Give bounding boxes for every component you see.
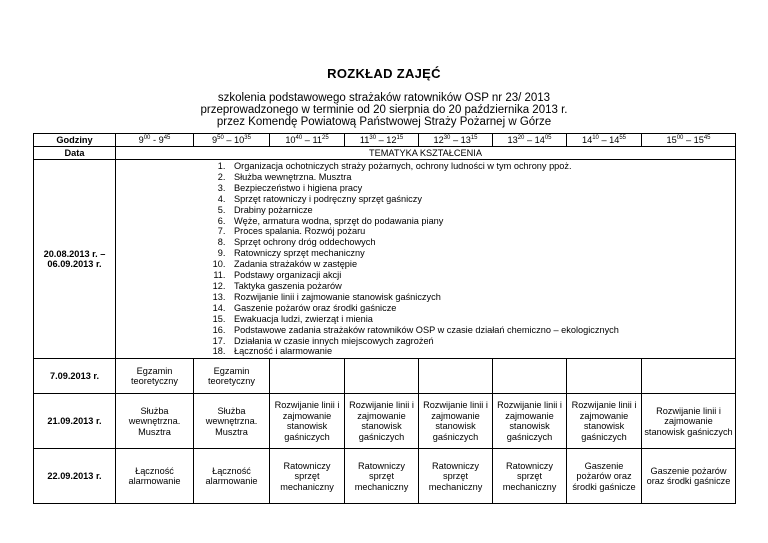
table-cell: Egzamin teoretyczny: [194, 359, 270, 394]
table-cell: Ratowniczy sprzęt mechaniczny: [270, 449, 345, 504]
table-cell: [493, 359, 567, 394]
table-row: [34, 359, 736, 394]
table-cell: [270, 359, 345, 394]
table-row: [34, 394, 736, 449]
list-item: 4. Sprzęt ratowniczy i podręczny sprzęt gaśniczy: [228, 194, 735, 205]
table-cell: Łączność alarmowanie: [194, 449, 270, 504]
topics-heading: TEMATYKA KSZTAŁCENIA: [116, 147, 736, 160]
table-cell: Egzamin teoretyczny: [116, 359, 194, 394]
time-slot: $11^{30} - 12^{15}$: [345, 134, 419, 147]
hours-label: Godziny: [34, 134, 116, 147]
table-cell: Rozwijanie linii i zajmowanie stanowisk gaśniczych: [345, 394, 419, 449]
table-cell: Rozwijanie linii i zajmowanie stanowisk gaśniczych: [642, 394, 736, 449]
header-row-2: [34, 147, 736, 160]
table-cell: [419, 359, 493, 394]
list-item: 1. Organizacja ochotniczych straży pożarnych, ochrony ludności w tym ochrony ppoż.: [228, 161, 735, 172]
table-cell: Ratowniczy sprzęt mechaniczny: [345, 449, 419, 504]
list-item: 17. Działania w czasie innych miejscowych zagrożeń: [228, 336, 735, 347]
table-cell: Łączność alarmowanie: [116, 449, 194, 504]
schedule-table: [33, 133, 736, 504]
subtitle-line-1: szkolenia podstawowego strażaków ratowników OSP nr 23/ 2013: [217, 92, 551, 104]
subtitle-line-2: przeprowadzonego w terminie od 20 sierpnia do 20 października 2013 r.: [200, 104, 568, 116]
topics-list: [116, 161, 735, 357]
table-cell: Rozwijanie linii i zajmowanie stanowisk gaśniczych: [567, 394, 642, 449]
time-slot: $9^{50} - 10^{35}$: [194, 134, 270, 147]
row-date: 21.09.2013 r.: [34, 394, 116, 449]
list-item: 6. Węże, armatura wodna, sprzęt do podawania piany: [228, 216, 735, 227]
list-item: 14. Gaszenie pożarów oraz środki gaśnicze: [228, 303, 735, 314]
table-cell: [642, 359, 736, 394]
time-slot: $9^{00} - 9^{45}$: [116, 134, 194, 147]
table-cell: [345, 359, 419, 394]
list-item: 16. Podstawowe zadania strażaków ratowników OSP w czasie działań chemiczno – ekologicznych: [228, 325, 735, 336]
list-item: 12. Taktyka gaszenia pożarów: [228, 281, 735, 292]
table-cell: [567, 359, 642, 394]
list-item: 11. Podstawy organizacji akcji: [228, 270, 735, 281]
subtitle-line-3: przez Komendę Powiatową Państwowej Straży Pożarnej w Górze: [216, 116, 552, 128]
topics-list-cell: [116, 160, 736, 359]
list-item: 13. Rozwijanie linii i zajmowanie stanowisk gaśniczych: [228, 292, 735, 303]
table-cell: Służba wewnętrzna. Musztra: [194, 394, 270, 449]
table-cell: Gaszenie pożarów oraz środki gaśnicze: [642, 449, 736, 504]
page-title: ROZKŁAD ZAJĘĆ: [327, 66, 441, 81]
list-item: 9. Ratowniczy sprzęt mechaniczny: [228, 248, 735, 259]
table-cell: Rozwijanie linii i zajmowanie stanowisk gaśniczych: [493, 394, 567, 449]
list-item: 18. Łączność i alarmowanie: [228, 346, 735, 357]
topics-row: [34, 160, 736, 359]
table-cell: Ratowniczy sprzęt mechaniczny: [493, 449, 567, 504]
time-slot: $10^{40} - 11^{25}$: [270, 134, 345, 147]
row-date: 7.09.2013 r.: [34, 359, 116, 394]
table-cell: Gaszenie pożarów oraz środki gaśnicze: [567, 449, 642, 504]
table-cell: Ratowniczy sprzęt mechaniczny: [419, 449, 493, 504]
time-slot: $14^{10} - 14^{55}$: [567, 134, 642, 147]
table-row: [34, 449, 736, 504]
time-slot: $12^{30} - 13^{15}$: [419, 134, 493, 147]
row-date: 22.09.2013 r.: [34, 449, 116, 504]
list-item: 5. Drabiny pożarnicze: [228, 205, 735, 216]
list-item: 15. Ewakuacja ludzi, zwierząt i mienia: [228, 314, 735, 325]
time-slot: $13^{20} - 14^{05}$: [493, 134, 567, 147]
list-item: 10. Zadania strażaków w zastępie: [228, 259, 735, 270]
list-item: 3. Bezpieczeństwo i higiena pracy: [228, 183, 735, 194]
time-slot: $15^{00} - 15^{45}$: [642, 134, 736, 147]
table-cell: Rozwijanie linii i zajmowanie stanowisk gaśniczych: [270, 394, 345, 449]
list-item: 8. Sprzęt ochrony dróg oddechowych: [228, 237, 735, 248]
table-cell: Służba wewnętrzna. Musztra: [116, 394, 194, 449]
date-label: Data: [34, 147, 116, 160]
header-row: [34, 134, 736, 147]
list-item: 2. Służba wewnętrzna. Musztra: [228, 172, 735, 183]
topics-date: 20.08.2013 r. – 06.09.2013 r.: [34, 160, 116, 359]
list-item: 7. Proces spalania. Rozwój pożaru: [228, 226, 735, 237]
table-cell: Rozwijanie linii i zajmowanie stanowisk gaśniczych: [419, 394, 493, 449]
